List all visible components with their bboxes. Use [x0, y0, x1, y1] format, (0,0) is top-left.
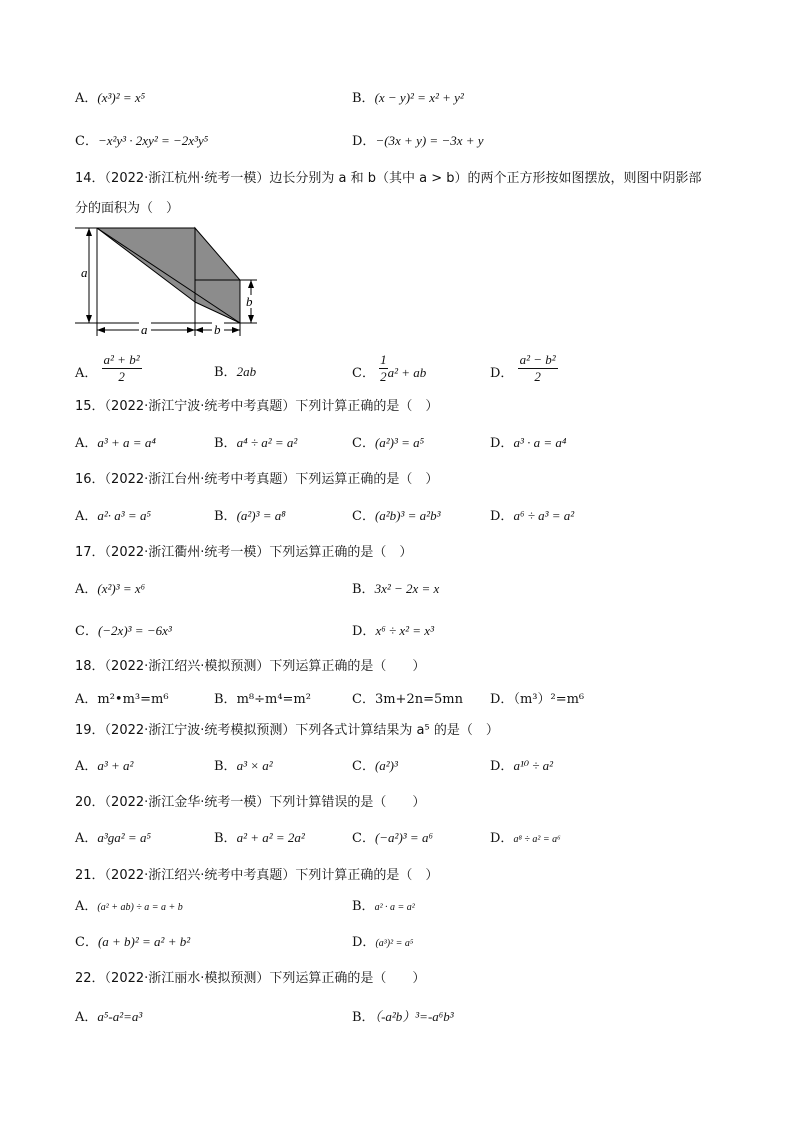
arrow-up-icon	[86, 228, 92, 236]
option-expression: (a² + ab) ÷ a = a + b	[97, 902, 183, 913]
q14-stem-line-1: 14．（2022·浙江杭州·统考一模）边长分别为 a 和 b（其中 a > b）的两个正方形按如图摆放，则图中阴影部	[75, 171, 702, 186]
q19-option-c	[352, 755, 398, 774]
q15-option-c	[352, 432, 424, 451]
denominator: 2	[380, 369, 387, 384]
option-letter: A．	[75, 692, 98, 707]
option-expression: （-a²b）³=-a⁶b³	[374, 1009, 454, 1024]
q19-option-a	[75, 755, 133, 774]
q18-option-a	[75, 688, 169, 707]
option-letter: D．	[490, 366, 514, 381]
q22-stem: 22．（2022·浙江丽水·模拟预测）下列运算正确的是（ ）	[75, 971, 426, 986]
q17-option-d	[352, 620, 434, 639]
option-expression: (a + b)² = a² + b²	[97, 934, 191, 949]
option-letter: D．	[352, 624, 376, 639]
option-letter: C．	[352, 831, 375, 846]
option-letter: B．	[352, 91, 375, 106]
option-expression: a⁸ ÷ a² = a⁶	[513, 834, 561, 845]
q14-option-b	[214, 361, 256, 380]
q14-stem-line-2: 分的面积为（ ）	[75, 201, 180, 216]
fraction	[518, 352, 558, 385]
q18-option-b	[214, 688, 311, 707]
option-letter: C．	[352, 759, 375, 774]
q21-option-c	[75, 931, 190, 950]
label-a-bottom: a	[141, 322, 148, 337]
q17-option-c	[75, 620, 172, 639]
option-letter: B．	[352, 1010, 375, 1025]
q20-option-a	[75, 827, 151, 846]
option-expression: −x²y³ · 2xy² = −2x³y⁵	[97, 133, 209, 148]
q22-option-b	[352, 1006, 454, 1025]
option-letter: B．	[214, 831, 237, 846]
q15-stem: 15．（2022·浙江宁波·统考中考真题）下列计算正确的是（ ）	[75, 399, 439, 414]
q19-stem: 19．（2022·浙江宁波·统考模拟预测）下列各式计算结果为 a⁵ 的是（ ）	[75, 723, 499, 738]
arrow-right-icon	[187, 327, 195, 333]
option-letter: D．	[352, 935, 376, 950]
option-letter: A．	[75, 899, 98, 914]
option-letter: C．	[75, 624, 98, 639]
q16-option-b	[214, 505, 286, 524]
option-expression: a² + ab	[387, 365, 427, 380]
q20-option-b	[214, 827, 305, 846]
option-letter: B．	[214, 365, 237, 380]
q14-option-d	[490, 352, 558, 385]
fraction	[379, 352, 388, 385]
q22-option-a	[75, 1006, 142, 1025]
option-expression: a³ × a²	[236, 758, 273, 773]
option-letter: C．	[352, 436, 375, 451]
numerator: a² + b²	[103, 352, 140, 367]
option-letter: B．	[352, 582, 375, 597]
q21-option-d	[352, 931, 413, 950]
denominator: 2	[534, 369, 541, 384]
option-expression: a³ · a = a⁴	[513, 435, 567, 450]
option-expression: (x²)³ = x⁶	[97, 581, 146, 596]
option-letter: A．	[75, 91, 98, 106]
q13-option-c	[75, 130, 208, 149]
option-expression: (a²)³ = a⁸	[236, 508, 286, 523]
q20-option-c	[352, 827, 433, 846]
q17-stem: 17．（2022·浙江衢州·统考一模）下列运算正确的是（ ）	[75, 545, 413, 560]
numerator: a² − b²	[519, 352, 556, 367]
option-letter: B．	[214, 509, 237, 524]
option-expression: (a²)³ = a⁵	[374, 435, 425, 450]
option-expression: a²· a³ = a⁵	[97, 508, 151, 523]
option-letter: B．	[214, 436, 237, 451]
shaded-triangle-large	[97, 228, 195, 302]
q17-option-a	[75, 578, 145, 597]
arrow-right-icon	[232, 327, 240, 333]
option-letter: D．	[490, 509, 514, 524]
arrow-up-icon	[248, 280, 254, 288]
option-letter: A．	[75, 582, 98, 597]
option-expression: (a²)³	[374, 758, 398, 773]
option-letter: C．	[352, 509, 375, 524]
arrow-down-icon	[86, 315, 92, 323]
q14-option-a	[75, 352, 142, 385]
option-expression: 2ab	[236, 364, 257, 379]
option-expression: a¹⁰ ÷ a²	[513, 758, 554, 773]
option-expression: (x − y)² = x² + y²	[374, 90, 464, 105]
option-letter: A．	[75, 366, 98, 381]
q17-option-b	[352, 578, 439, 597]
q20-option-d	[490, 827, 561, 846]
q21-option-b	[352, 895, 415, 914]
q20-stem: 20．（2022·浙江金华·统考一模）下列计算错误的是（ ）	[75, 795, 426, 810]
option-letter: D．	[490, 759, 514, 774]
label-b-right: b	[246, 294, 253, 309]
q16-option-a	[75, 505, 151, 524]
q15-option-d	[490, 432, 566, 451]
option-letter: D．	[490, 692, 514, 707]
option-expression: x⁶ ÷ x² = x³	[375, 623, 434, 638]
option-letter: C．	[352, 366, 375, 381]
label-a-left: a	[81, 265, 88, 280]
option-letter: A．	[75, 1010, 98, 1025]
option-expression: a⁵-a²=a³	[97, 1009, 143, 1024]
option-expression: (a²b)³ = a²b³	[374, 508, 441, 523]
option-letter: C．	[75, 134, 98, 149]
denominator: 2	[118, 369, 125, 384]
option-expression: (a³)² = a⁵	[375, 938, 414, 949]
option-expression: a⁴ ÷ a² = a²	[236, 435, 298, 450]
q13-option-a	[75, 87, 145, 106]
option-expression: a⁶ ÷ a³ = a²	[513, 508, 575, 523]
option-expression: a² + a² = 2a²	[236, 830, 305, 845]
q15-option-b	[214, 432, 297, 451]
option-letter: B．	[214, 692, 237, 707]
q19-option-b	[214, 755, 273, 774]
option-expression: a² · a = a²	[374, 902, 415, 913]
option-expression: 3x² − 2x = x	[374, 581, 440, 596]
option-letter: D．	[352, 134, 376, 149]
option-letter: D．	[490, 436, 514, 451]
option-expression: (−a²)³ = a⁶	[374, 830, 433, 845]
option-expression: (−2x)³ = −6x³	[97, 623, 172, 638]
option-expression: a³ + a = a⁴	[97, 435, 156, 450]
q16-option-c	[352, 505, 440, 524]
q18-option-d	[490, 688, 584, 707]
option-letter: C．	[75, 935, 98, 950]
q19-option-d	[490, 755, 553, 774]
q16-option-d	[490, 505, 574, 524]
option-expression: a³ga² = a⁵	[97, 830, 151, 845]
label-b-bottom: b	[214, 322, 221, 337]
arrow-left-icon	[195, 327, 203, 333]
option-expression: (x³)² = x⁵	[97, 90, 146, 105]
option-expression: a³ + a²	[97, 758, 134, 773]
option-expression: （m³）²=m⁶	[513, 692, 585, 707]
option-expression: m²•m³=m⁶	[97, 692, 169, 707]
option-expression: 3m+2n=5mn	[374, 692, 463, 707]
option-letter: C．	[352, 692, 375, 707]
shaded-region-small	[195, 228, 240, 323]
option-letter: B．	[352, 899, 375, 914]
q21-option-a	[75, 895, 183, 914]
q14-option-c	[352, 352, 426, 385]
arrow-down-icon	[248, 315, 254, 323]
q13-option-d	[352, 130, 484, 149]
arrow-left-icon	[97, 327, 105, 333]
q21-stem: 21．（2022·浙江绍兴·统考中考真题）下列计算正确的是（ ）	[75, 868, 439, 883]
option-letter: B．	[214, 759, 237, 774]
option-letter: A．	[75, 436, 98, 451]
option-letter: A．	[75, 509, 98, 524]
option-letter: D．	[490, 831, 514, 846]
two-squares-figure	[75, 218, 265, 340]
option-letter: A．	[75, 831, 98, 846]
option-expression: m⁸÷m⁴=m²	[236, 692, 311, 707]
q15-option-a	[75, 432, 156, 451]
q16-stem: 16．（2022·浙江台州·统考中考真题）下列运算正确的是（ ）	[75, 472, 439, 487]
numerator: 1	[380, 352, 387, 367]
option-letter: A．	[75, 759, 98, 774]
q13-option-b	[352, 87, 464, 106]
option-expression: −(3x + y) = −3x + y	[375, 133, 484, 148]
fraction	[102, 352, 142, 385]
q18-option-c	[352, 688, 463, 707]
q18-stem: 18．（2022·浙江绍兴·模拟预测）下列运算正确的是（ ）	[75, 659, 426, 674]
